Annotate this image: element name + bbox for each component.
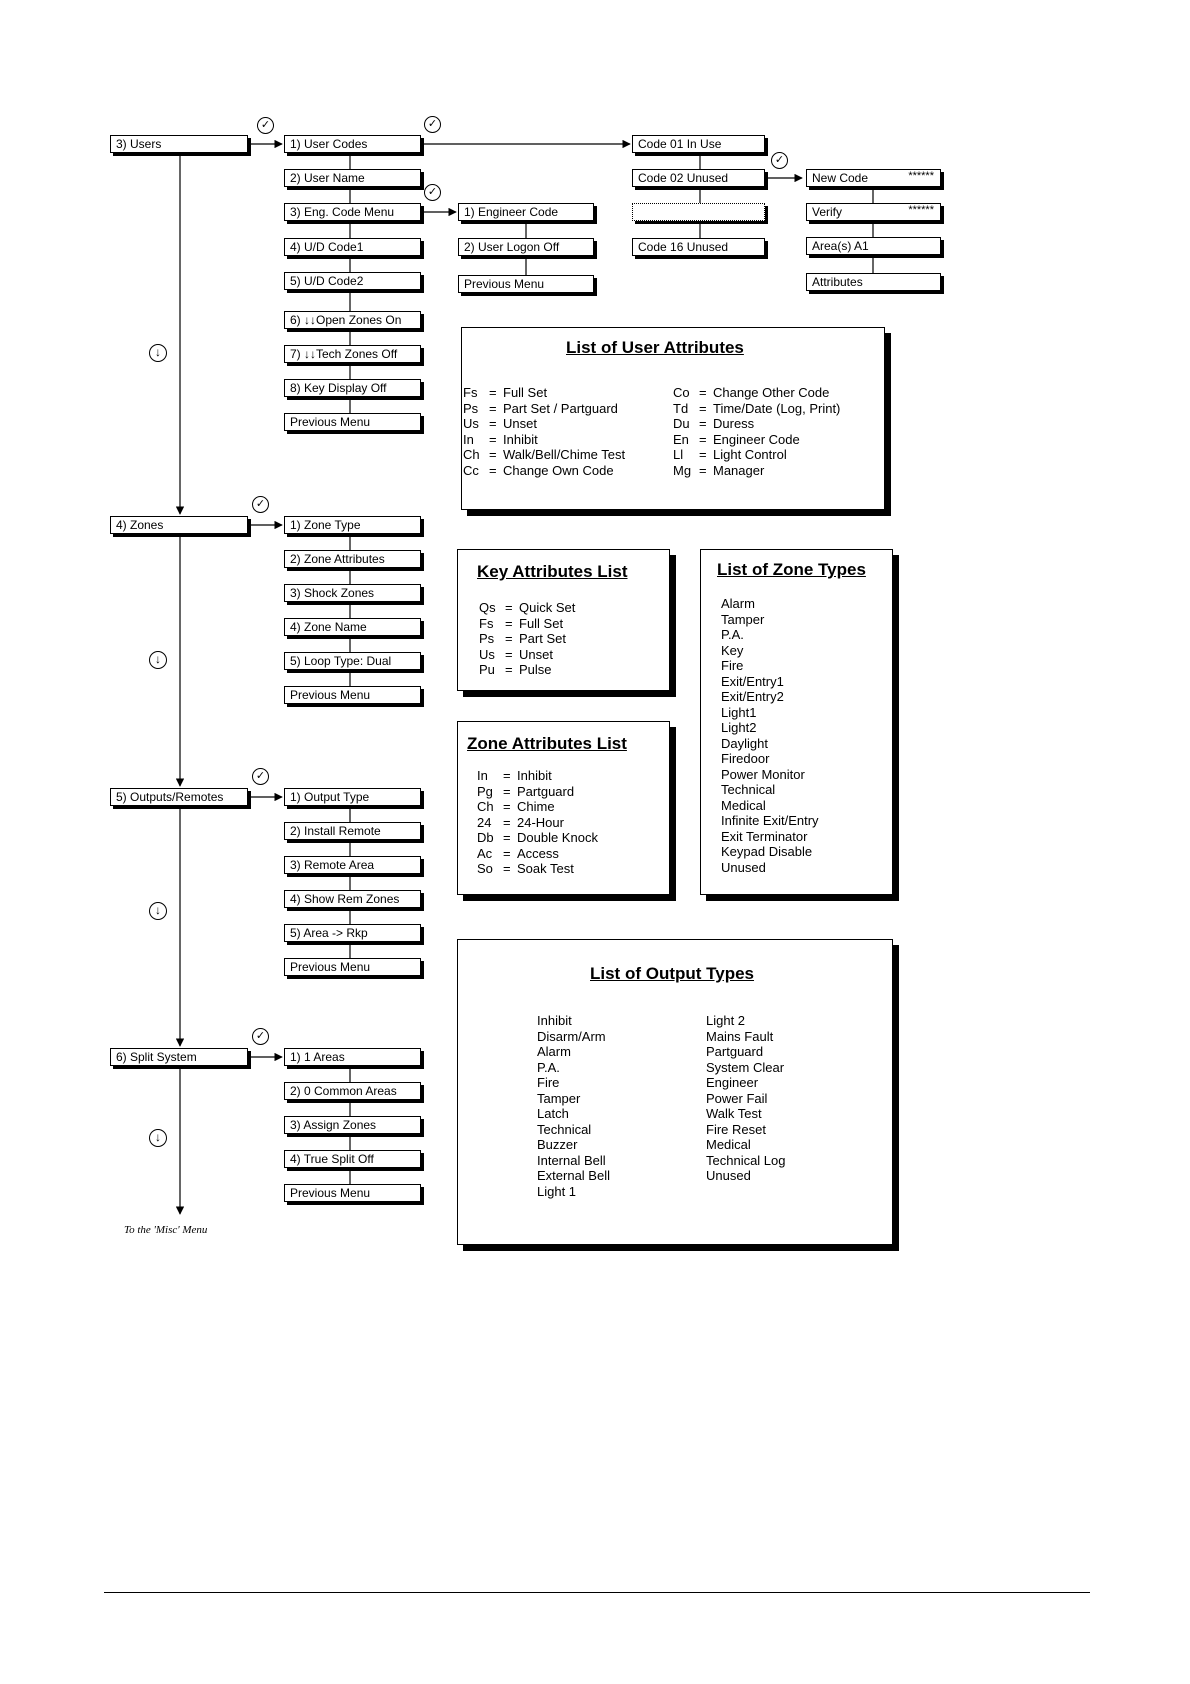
zone-attr-row: So = Soak Test bbox=[477, 861, 574, 876]
key-attr-row: Us = Unset bbox=[479, 646, 553, 662]
new-code-mask: ****** bbox=[908, 170, 934, 182]
outputs-item-area-rkp[interactable]: 5) Area -> Rkp bbox=[284, 924, 421, 942]
user-attributes-title: List of User Attributes bbox=[566, 338, 744, 357]
verify-field[interactable] bbox=[806, 203, 941, 221]
zones-item-zone-type[interactable]: 1) Zone Type bbox=[284, 516, 421, 534]
down-arrow-circle-icon: ↓ bbox=[149, 1129, 167, 1147]
eng-item-user-logon[interactable]: 2) User Logon Off bbox=[458, 238, 594, 256]
output-types-right bbox=[706, 1013, 786, 1184]
zone-types-panel bbox=[700, 549, 893, 895]
zone-attributes-panel bbox=[457, 721, 670, 895]
check-circle-icon: ✓ bbox=[252, 1028, 269, 1045]
zones-item-loop-type[interactable]: 5) Loop Type: Dual bbox=[284, 652, 421, 670]
user-attr-row: Co = Change Other Code bbox=[673, 385, 830, 400]
users-item-tech-zones[interactable]: 7) ↓↓Tech Zones Off bbox=[284, 345, 421, 363]
zone-type-item: Light1 bbox=[721, 704, 757, 720]
new-code-label: New Code bbox=[812, 171, 869, 185]
output-type-item: Alarm bbox=[537, 1044, 571, 1059]
check-circle-icon: ✓ bbox=[252, 768, 269, 785]
output-type-item: Walk Test bbox=[706, 1106, 762, 1121]
output-types-title: List of Output Types bbox=[590, 964, 755, 983]
zone-type-item: Exit/Entry2 bbox=[721, 689, 784, 704]
split-item-assign-zones[interactable]: 3) Assign Zones bbox=[284, 1116, 421, 1134]
split-item-true-split[interactable]: 4) True Split Off bbox=[284, 1150, 421, 1168]
zone-type-item: Keypad Disable bbox=[721, 844, 813, 859]
key-attr-row: Ps = Part Set bbox=[479, 631, 566, 646]
zone-type-item: Medical bbox=[721, 797, 766, 813]
users-item-user-name[interactable]: 2) User Name bbox=[284, 169, 421, 187]
zone-attr-row: In = Inhibit bbox=[477, 768, 552, 783]
outputs-item-install-remote[interactable]: 2) Install Remote bbox=[284, 822, 421, 840]
users-item-previous-menu[interactable]: Previous Menu bbox=[284, 413, 421, 431]
output-type-item: Medical bbox=[706, 1137, 751, 1152]
output-type-item: Disarm/Arm bbox=[537, 1028, 606, 1044]
user-attr-row: Cc = Change Own Code bbox=[463, 462, 614, 478]
split-item-areas[interactable]: 1) 1 Areas bbox=[284, 1048, 421, 1066]
split-item-previous-menu[interactable]: Previous Menu bbox=[284, 1184, 421, 1202]
output-type-item: Unused bbox=[706, 1168, 751, 1183]
user-attr-row: Fs = Full Set bbox=[463, 385, 548, 400]
check-circle-icon: ✓ bbox=[252, 496, 269, 513]
areas-field[interactable]: Area(s) A1 bbox=[806, 237, 941, 255]
split-item-common-areas[interactable]: 2) 0 Common Areas bbox=[284, 1082, 421, 1100]
menu-users[interactable]: 3) Users bbox=[110, 135, 248, 153]
check-circle-icon: ✓ bbox=[257, 117, 274, 134]
output-type-item: Fire Reset bbox=[706, 1121, 766, 1137]
down-arrow-circle-icon: ↓ bbox=[149, 344, 167, 362]
user-attr-row: Td = Time/Date (Log, Print) bbox=[673, 400, 841, 416]
output-type-item: P.A. bbox=[537, 1059, 560, 1075]
zone-type-item: Light2 bbox=[721, 720, 757, 735]
zone-types-list bbox=[721, 596, 819, 875]
zone-type-item: Technical bbox=[721, 782, 776, 797]
misc-menu-footnote: To the 'Misc' Menu bbox=[124, 1224, 208, 1236]
code-01[interactable]: Code 01 In Use bbox=[632, 135, 765, 153]
zone-attr-row: Ac = Access bbox=[477, 845, 559, 861]
zone-type-item: Exit Terminator bbox=[721, 828, 808, 844]
output-type-item: Buzzer bbox=[537, 1137, 578, 1152]
users-item-user-codes[interactable]: 1) User Codes bbox=[284, 135, 421, 153]
eng-item-engineer-code[interactable]: 1) Engineer Code bbox=[458, 203, 594, 221]
output-types-left bbox=[537, 1013, 610, 1199]
key-attr-row: Qs = Quick Set bbox=[479, 600, 576, 615]
verify-mask: ****** bbox=[908, 204, 934, 216]
zone-type-item: P.A. bbox=[721, 627, 744, 642]
eng-item-previous-menu[interactable]: Previous Menu bbox=[458, 275, 594, 293]
check-circle-icon: ✓ bbox=[424, 116, 441, 133]
user-attr-row: Ps = Part Set / Partguard bbox=[463, 400, 618, 416]
zone-attr-row: Pg = Partguard bbox=[477, 783, 575, 799]
output-type-item: External Bell bbox=[537, 1168, 610, 1183]
users-item-ud-code2[interactable]: 5) U/D Code2 bbox=[284, 272, 421, 290]
key-attr-row: Pu = Pulse bbox=[479, 662, 552, 677]
users-item-open-zones[interactable]: 6) ↓↓Open Zones On bbox=[284, 311, 421, 329]
output-type-item: Latch bbox=[537, 1106, 569, 1121]
outputs-item-show-rem-zones[interactable]: 4) Show Rem Zones bbox=[284, 890, 421, 908]
code-02[interactable]: Code 02 Unused bbox=[632, 169, 765, 187]
menu-outputs-remotes[interactable]: 5) Outputs/Remotes bbox=[110, 788, 248, 806]
verify-label: Verify bbox=[812, 205, 843, 219]
output-type-item: Fire bbox=[537, 1075, 560, 1090]
user-attr-row: Du = Duress bbox=[673, 416, 755, 431]
output-type-item: System Clear bbox=[706, 1059, 785, 1075]
user-attr-row: Mg = Manager bbox=[673, 462, 765, 478]
output-type-item: Internal Bell bbox=[537, 1152, 606, 1168]
check-circle-icon: ✓ bbox=[424, 184, 441, 201]
menu-zones[interactable]: 4) Zones bbox=[110, 516, 248, 534]
key-attributes-title: Key Attributes List bbox=[477, 562, 628, 581]
zone-attr-row: 24 = 24-Hour bbox=[477, 814, 564, 830]
user-attr-row: En = Engineer Code bbox=[673, 431, 800, 447]
zone-type-item: Firedoor bbox=[721, 751, 770, 766]
output-type-item: Inhibit bbox=[537, 1013, 572, 1028]
zone-attr-row: Ch = Chime bbox=[477, 799, 555, 814]
down-arrow-circle-icon: ↓ bbox=[149, 902, 167, 920]
new-code-field[interactable] bbox=[806, 169, 941, 187]
output-type-item: Technical bbox=[537, 1121, 592, 1137]
code-16[interactable]: Code 16 Unused bbox=[632, 238, 765, 256]
code-placeholder bbox=[632, 203, 765, 221]
output-type-item: Light 1 bbox=[537, 1183, 577, 1199]
zone-attributes-title: Zone Attributes List bbox=[467, 734, 627, 753]
user-attributes-panel bbox=[461, 327, 885, 510]
attributes-field[interactable]: Attributes bbox=[806, 273, 941, 291]
key-attributes-panel bbox=[457, 549, 670, 691]
zones-item-shock-zones[interactable]: 3) Shock Zones bbox=[284, 584, 421, 602]
zone-types-title: List of Zone Types bbox=[717, 560, 866, 579]
footer-rule bbox=[104, 1592, 1090, 1593]
check-circle-icon: ✓ bbox=[771, 152, 788, 169]
zones-item-zone-attributes[interactable]: 2) Zone Attributes bbox=[284, 550, 421, 568]
down-arrow-circle-icon: ↓ bbox=[149, 651, 167, 669]
user-attr-row: Ll = Light Control bbox=[673, 447, 787, 462]
output-type-item: Engineer bbox=[706, 1075, 759, 1090]
zone-type-item: Alarm bbox=[721, 596, 755, 611]
output-type-item: Power Fail bbox=[706, 1090, 768, 1106]
zones-item-zone-name[interactable]: 4) Zone Name bbox=[284, 618, 421, 636]
output-type-item: Tamper bbox=[537, 1090, 581, 1106]
zone-type-item: Key bbox=[721, 642, 744, 658]
zone-type-item: Fire bbox=[721, 658, 744, 673]
zone-type-item: Infinite Exit/Entry bbox=[721, 813, 819, 828]
output-types-panel bbox=[457, 939, 893, 1245]
user-attr-row: Ch = Walk/Bell/Chime Test bbox=[463, 447, 626, 462]
zone-type-item: Tamper bbox=[721, 611, 765, 627]
user-attr-row: In = Inhibit bbox=[463, 431, 538, 447]
zone-type-item: Exit/Entry1 bbox=[721, 673, 784, 689]
key-attr-row: Fs = Full Set bbox=[479, 615, 564, 631]
zone-type-item: Daylight bbox=[721, 735, 768, 751]
outputs-item-previous-menu[interactable]: Previous Menu bbox=[284, 958, 421, 976]
output-type-item: Technical Log bbox=[706, 1152, 786, 1168]
zone-attr-row: Db = Double Knock bbox=[477, 830, 598, 845]
users-item-key-display[interactable]: 8) Key Display Off bbox=[284, 379, 421, 397]
users-item-eng-code-menu[interactable]: 3) Eng. Code Menu bbox=[284, 203, 421, 221]
output-type-item: Light 2 bbox=[706, 1013, 746, 1028]
outputs-item-output-type[interactable]: 1) Output Type bbox=[284, 788, 421, 806]
zone-type-item: Unused bbox=[721, 859, 766, 875]
users-item-ud-code1[interactable]: 4) U/D Code1 bbox=[284, 238, 421, 256]
outputs-item-remote-area[interactable]: 3) Remote Area bbox=[284, 856, 421, 874]
output-type-item: Partguard bbox=[706, 1044, 764, 1059]
zone-type-item: Power Monitor bbox=[721, 766, 805, 782]
output-type-item: Mains Fault bbox=[706, 1028, 774, 1044]
menu-split-system[interactable]: 6) Split System bbox=[110, 1048, 248, 1066]
user-attr-row: Us = Unset bbox=[463, 416, 537, 431]
zones-item-previous-menu[interactable]: Previous Menu bbox=[284, 686, 421, 704]
